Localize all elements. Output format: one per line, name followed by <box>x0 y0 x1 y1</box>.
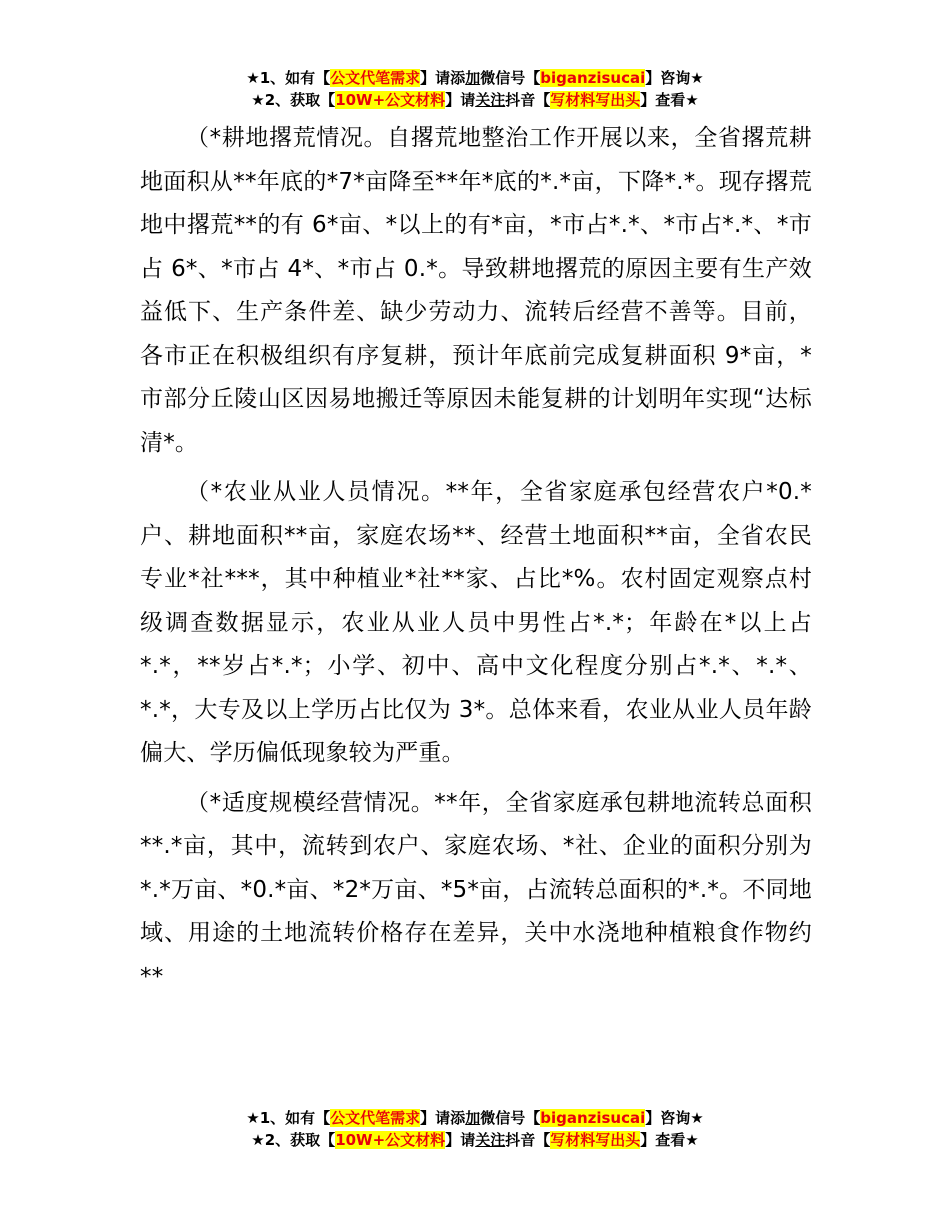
promo-text: 】请 <box>445 91 476 109</box>
promo-text: ★2、获取【 <box>251 1131 336 1149</box>
promo-text: 抖音【 <box>505 1131 551 1149</box>
promo-text: 】咨询★ <box>645 69 704 87</box>
promo-text: 微信号【 <box>480 1109 541 1127</box>
promo-text: 抖音【 <box>505 91 551 109</box>
promo-underlined: 加 <box>465 1109 481 1127</box>
promo-banner-top <box>0 67 950 111</box>
promo-underlined: 关注 <box>475 1131 506 1149</box>
promo-highlight: 10W+公文材料 <box>335 1131 446 1149</box>
promo-text: 微信号【 <box>480 69 541 87</box>
promo-underlined: 加 <box>465 69 481 87</box>
paragraph-agricultural-workers: （*农业从业人员情况。**年，全省家庭承包经营农户*0.*户、耕地面积**亩，家庭农场**、经营土地面积**亩，全省农民专业*社***，其中种植业*社**家、占比*%。农村固定观察点村级调查数据显示，农业从业人员中男性占*.*；年龄在*以上占*.*，**岁占*.*；小学、初中、高中文化程度分别占*.*、*.*、*.*，大专及以上学历占比仅为 3*。总体来看，农业从业人员年龄偏大、学历偏低现象较为严重。 <box>140 479 812 766</box>
wechat-id-highlight: biganzisucai <box>540 1109 646 1127</box>
promo-text: ★2、获取【 <box>251 91 336 109</box>
douyin-account-highlight: 写材料写出头 <box>550 91 641 109</box>
document-body <box>140 117 812 1005</box>
promo-text: ★1、如有【 <box>246 1109 331 1127</box>
promo-text: 】请 <box>445 1131 476 1149</box>
promo-line-1 <box>0 67 950 89</box>
promo-line-2 <box>0 1129 950 1151</box>
promo-underlined: 关注 <box>475 91 506 109</box>
promo-text: 】请添 <box>420 69 466 87</box>
promo-text: 】查看★ <box>640 91 699 109</box>
douyin-account-highlight: 写材料写出头 <box>550 1131 641 1149</box>
paragraph-scale-operation: （*适度规模经营情况。**年，全省家庭承包耕地流转总面积**.*亩，其中，流转到农户、家庭农场、*社、企业的面积分别为*.*万亩、*0.*亩、*2*万亩、*5*亩，占流转总面积的*.*。不同地域、用途的土地流转价格存在差异，关中水浇地种植粮食作物约** <box>140 789 812 990</box>
promo-text: 】请添 <box>420 1109 466 1127</box>
promo-banner-bottom <box>0 1107 950 1151</box>
promo-highlight: 公文代笔需求 <box>330 69 421 87</box>
promo-text: 】查看★ <box>640 1131 699 1149</box>
promo-text: 】咨询★ <box>645 1109 704 1127</box>
promo-highlight: 10W+公文材料 <box>335 91 446 109</box>
wechat-id-highlight: biganzisucai <box>540 69 646 87</box>
promo-text: ★1、如有【 <box>246 69 331 87</box>
paragraph-farmland-abandonment: （*耕地撂荒情况。自撂荒地整治工作开展以来，全省撂荒耕地面积从**年底的*7*亩降至**年*底的*.*亩，下降*.*。现存撂荒地中撂荒**的有 6*亩、*以上的有*亩，*市占*.*、*市占*.*、*市占 6*、*市占 4*、*市占 0.*。导致耕地撂荒的原因主要有生产效益低下、生产条件差、缺少劳动力、流转后经营不善等。目前，各市正在积极组织有序复耕，预计年底前完成复耕面积 9*亩，*市部分丘陵山区因易地搬迁等原因未能复耕的计划明年实现“达标清*。 <box>140 125 812 456</box>
promo-line-1 <box>0 1107 950 1129</box>
promo-highlight: 公文代笔需求 <box>330 1109 421 1127</box>
promo-line-2 <box>0 89 950 111</box>
